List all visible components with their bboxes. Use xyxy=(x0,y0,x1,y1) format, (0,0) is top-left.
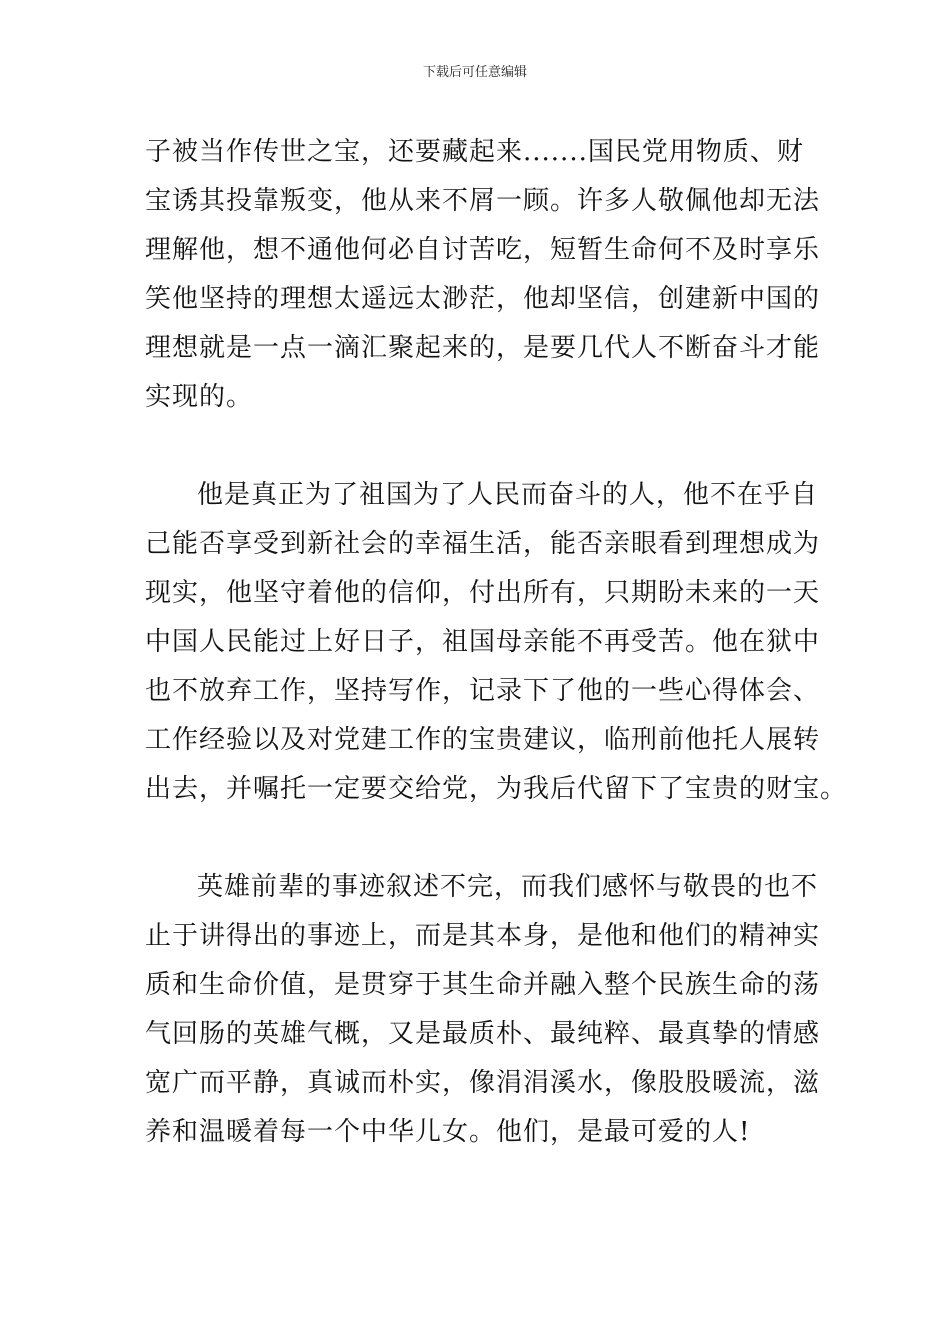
paragraph xyxy=(145,863,821,1157)
text-line: 出去，并嘱托一定要交给党，为我后代留下了宝贵的财宝。 xyxy=(145,774,848,804)
text-line: 工作经验以及对党建工作的宝贵建议，临刑前他托人展转 xyxy=(145,725,821,755)
page-header: 下载后可任意编辑 xyxy=(422,65,527,80)
text-line: 现实，他坚守着他的信仰，付出所有，只期盼未来的一天 xyxy=(145,578,821,608)
document-body xyxy=(145,128,848,1157)
text-line: 宝诱其投靠叛变，他从来不屑一顾。许多人敬佩他却无法 xyxy=(145,186,821,216)
text-line: 止于讲得出的事迹上，而是其本身，是他和他们的精神实 xyxy=(145,921,821,951)
text-line: 养和温暖着每一个中华儿女。他们，是最可爱的人! xyxy=(145,1117,751,1147)
text-line: 理想就是一点一滴汇聚起来的，是要几代人不断奋斗才能 xyxy=(145,333,821,363)
paragraph-spacer xyxy=(145,422,810,471)
text-line: 气回肠的英雄气概，又是最质朴、最纯粹、最真挚的情感 xyxy=(145,1019,821,1049)
text-line: 理解他，想不通他何必自讨苦吃，短暂生命何不及时享乐 xyxy=(145,235,821,265)
text-line: 也不放弃工作，坚持写作，记录下了他的一些心得体会、 xyxy=(145,676,821,706)
text-line: 中国人民能过上好日子，祖国母亲能不再受苦。他在狱中 xyxy=(145,627,821,657)
paragraph xyxy=(145,471,848,814)
text-line: 他是真正为了祖国为了人民而奋斗的人，他不在乎自 xyxy=(197,480,819,510)
text-line: 英雄前辈的事迹叙述不完，而我们感怀与敬畏的也不 xyxy=(197,872,819,902)
text-line: 宽广而平静，真诚而朴实，像涓涓溪水，像股股暖流，滋 xyxy=(145,1068,821,1098)
text-line: 子被当作传世之宝，还要藏起来.......国民党用物质、财 xyxy=(145,137,804,167)
paragraph-spacer xyxy=(145,814,810,863)
text-line: 实现的。 xyxy=(145,382,254,412)
text-line: 质和生命价值，是贯穿于其生命并融入整个民族生命的荡 xyxy=(145,970,821,1000)
paragraph xyxy=(145,128,821,422)
text-line: 笑他坚持的理想太遥远太渺茫，他却坚信，创建新中国的 xyxy=(145,284,821,314)
text-line: 己能否享受到新社会的幸福生活，能否亲眼看到理想成为 xyxy=(145,529,821,559)
